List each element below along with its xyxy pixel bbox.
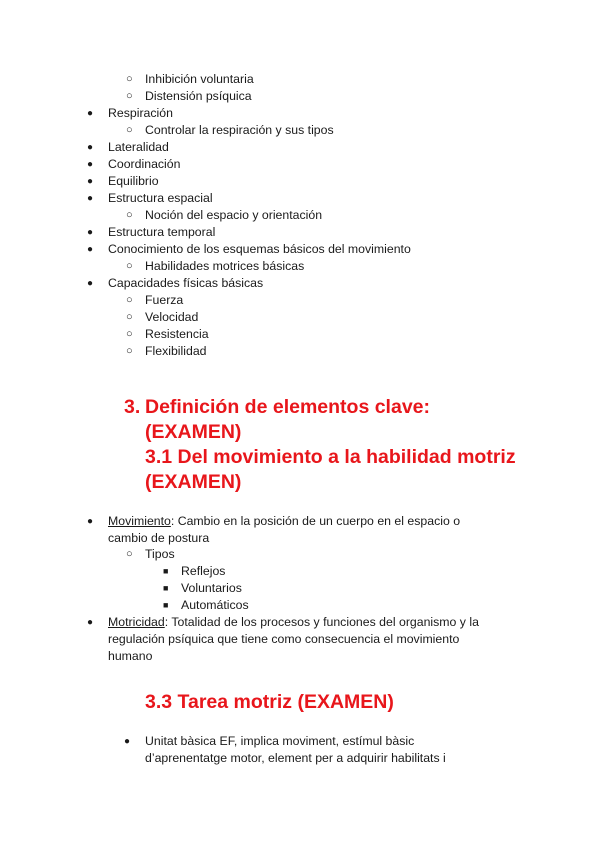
list-item	[126, 292, 184, 309]
list-item-text: Conocimiento de los esquemas básicos del movimiento	[108, 242, 411, 256]
list-item-text: Noción del espacio y orientación	[145, 208, 323, 222]
circle-bullet-icon: ○	[126, 345, 133, 357]
list-item-text: Controlar la respiración y sus tipos	[145, 123, 334, 137]
list-item-text: Tipos	[145, 547, 175, 561]
list-item-text: Reflejos	[181, 564, 226, 578]
list-item	[87, 224, 216, 241]
circle-bullet-icon: ○	[126, 328, 133, 340]
list-item	[126, 88, 252, 105]
list-item	[163, 563, 226, 580]
disc-bullet-icon: ●	[87, 108, 94, 119]
circle-bullet-icon: ○	[126, 311, 133, 323]
list-item	[87, 241, 411, 258]
list-item	[126, 207, 323, 224]
circle-bullet-icon: ○	[126, 73, 133, 85]
list-item	[124, 733, 415, 750]
list-item-text: Velocidad	[145, 310, 199, 324]
list-item-continuation: cambio de postura	[108, 531, 210, 545]
section-number: 3.	[124, 396, 141, 418]
subsection-heading: 3.1 Del movimiento a la habilidad motriz	[145, 446, 516, 468]
circle-bullet-icon: ○	[126, 124, 133, 136]
list-item	[87, 105, 173, 122]
list-item	[87, 156, 181, 173]
list-item-text: Estructura temporal	[108, 225, 216, 239]
list-item-text: Estructura espacial	[108, 191, 213, 205]
disc-bullet-icon: ●	[87, 159, 94, 170]
list-item-text: Distensión psíquica	[145, 89, 252, 103]
list-item	[87, 275, 264, 292]
disc-bullet-icon: ●	[87, 278, 94, 289]
list-item	[126, 258, 305, 275]
list-item	[126, 309, 199, 326]
circle-bullet-icon: ○	[126, 260, 133, 272]
list-item-text: Respiración	[108, 106, 173, 120]
subsection-heading-line: (EXAMEN)	[145, 471, 242, 493]
list-item	[126, 326, 209, 343]
list-item	[126, 546, 175, 563]
list-item	[126, 71, 254, 88]
square-bullet-icon: ■	[163, 566, 169, 576]
list-item-continuation: humano	[108, 649, 153, 663]
list-item-text: Resistencia	[145, 327, 209, 341]
list-item-text: Fuerza	[145, 293, 184, 307]
section-heading-line: (EXAMEN)	[145, 421, 242, 443]
list-item-text: Unitat bàsica EF, implica moviment, estímul bàsic	[145, 734, 415, 748]
list-item-text: Inhibición voluntaria	[145, 72, 254, 86]
list-item-text: Habilidades motrices básicas	[145, 259, 305, 273]
term-movimiento: Movimiento	[108, 514, 171, 528]
disc-bullet-icon: ●	[87, 193, 94, 204]
definition-text: : Cambio en la posición de un cuerpo en el espacio o	[170, 514, 461, 528]
list-item-text: Voluntarios	[181, 581, 242, 595]
list-item	[163, 597, 249, 614]
list-item	[87, 614, 479, 631]
list-item	[163, 580, 242, 597]
list-item-text: Flexibilidad	[145, 344, 207, 358]
list-item	[126, 343, 207, 360]
list-item-text: Automáticos	[181, 598, 249, 612]
list-item-text: Equilibrio	[108, 174, 159, 188]
disc-bullet-icon: ●	[124, 736, 131, 747]
list-item-continuation: d’aprenentatge motor, element per a adquirir habilitats i	[145, 751, 446, 765]
disc-bullet-icon: ●	[87, 176, 94, 187]
circle-bullet-icon: ○	[126, 548, 133, 560]
list-item	[87, 513, 461, 530]
definition-text: : Totalidad de los procesos y funciones del organismo y la	[164, 615, 479, 629]
square-bullet-icon: ■	[163, 600, 169, 610]
list-item	[87, 173, 159, 190]
disc-bullet-icon: ●	[87, 516, 94, 527]
section-heading-line: Definición de elementos clave:	[145, 396, 431, 418]
list-item	[87, 190, 213, 207]
disc-bullet-icon: ●	[87, 142, 94, 153]
disc-bullet-icon: ●	[87, 227, 94, 238]
disc-bullet-icon: ●	[87, 244, 94, 255]
square-bullet-icon: ■	[163, 583, 169, 593]
circle-bullet-icon: ○	[126, 294, 133, 306]
circle-bullet-icon: ○	[126, 90, 133, 102]
term-motricidad: Motricidad	[108, 615, 165, 629]
subsection-heading: 3.3 Tarea motriz (EXAMEN)	[145, 691, 394, 713]
list-item	[126, 122, 334, 139]
list-item-text: Lateralidad	[108, 140, 169, 154]
list-item-text: Capacidades físicas básicas	[108, 276, 264, 290]
list-item	[87, 139, 169, 156]
disc-bullet-icon: ●	[87, 617, 94, 628]
list-item-continuation: regulación psíquica que tiene como consecuencia el movimiento	[108, 632, 460, 646]
list-item-text: Coordinación	[108, 157, 181, 171]
circle-bullet-icon: ○	[126, 209, 133, 221]
